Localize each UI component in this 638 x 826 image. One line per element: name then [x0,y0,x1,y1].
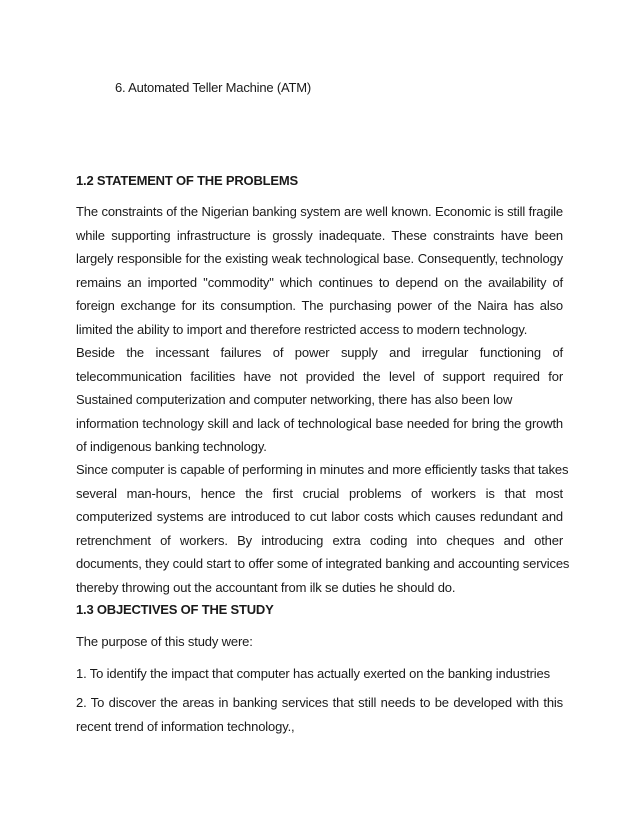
text-line: limited the ability to import and therefore restricted access to modern technology. [76,321,528,337]
text-line: information technology skill and lack of technological base needed for bring the growth [76,415,563,431]
text-line: of indigenous banking technology. [76,439,267,455]
list-item-automated-teller-machine: 6. Automated Teller Machine (ATM) [115,80,311,95]
paragraph-constraints [76,200,563,342]
text-line: documents, they could start to offer some of integrated banking and accounting services [76,556,570,572]
text-line: retrenchment of workers. By introducing extra coding into cheques and other [76,532,563,548]
text-line: The constraints of the Nigerian banking system are well known. Economic is still fragile [76,204,563,219]
text-line: several man-hours, hence the first crucial problems of workers is that most [76,485,563,501]
text-line: Beside the incessant failures of power supply and irregular functioning of [76,345,563,360]
text-line: recent trend of information technology., [76,718,295,734]
paragraph-power-supply [76,341,563,459]
text-line: computerized systems are introduced to cut labor costs which causes redundant and [76,509,563,525]
text-line: while supporting infrastructure is grossly inadequate. These constraints have been [76,227,563,243]
text-line: Since computer is capable of performing in minutes and more efficiently tasks that takes [76,462,569,477]
text-line: Sustained computerization and computer networking, there has also been low [76,392,513,408]
text-line: 2. To discover the areas in banking services that still needs to be developed with this [76,695,563,710]
paragraph-computer-capable [76,458,570,600]
objective-item-2 [76,691,563,738]
section-heading-objectives: 1.3 OBJECTIVES OF THE STUDY [76,602,274,617]
objectives-intro: The purpose of this study were: [76,634,253,649]
objective-item-1: 1. To identify the impact that computer has actually exerted on the banking industries [76,666,550,681]
text-line: remains an imported ''commodity" which continues to depend on the availability of [76,274,563,290]
text-line: telecommunication facilities have not provided the level of support required for [76,368,563,384]
text-line: largely responsible for the existing weak technological base. Consequently, technology [76,251,563,267]
text-line: foreign exchange for its consumption. The purchasing power of the Naira has also [76,298,563,314]
section-heading-statement-of-problems: 1.2 STATEMENT OF THE PROBLEMS [76,173,298,188]
text-line: thereby throwing out the accountant from ilk se duties he should do. [76,579,456,595]
